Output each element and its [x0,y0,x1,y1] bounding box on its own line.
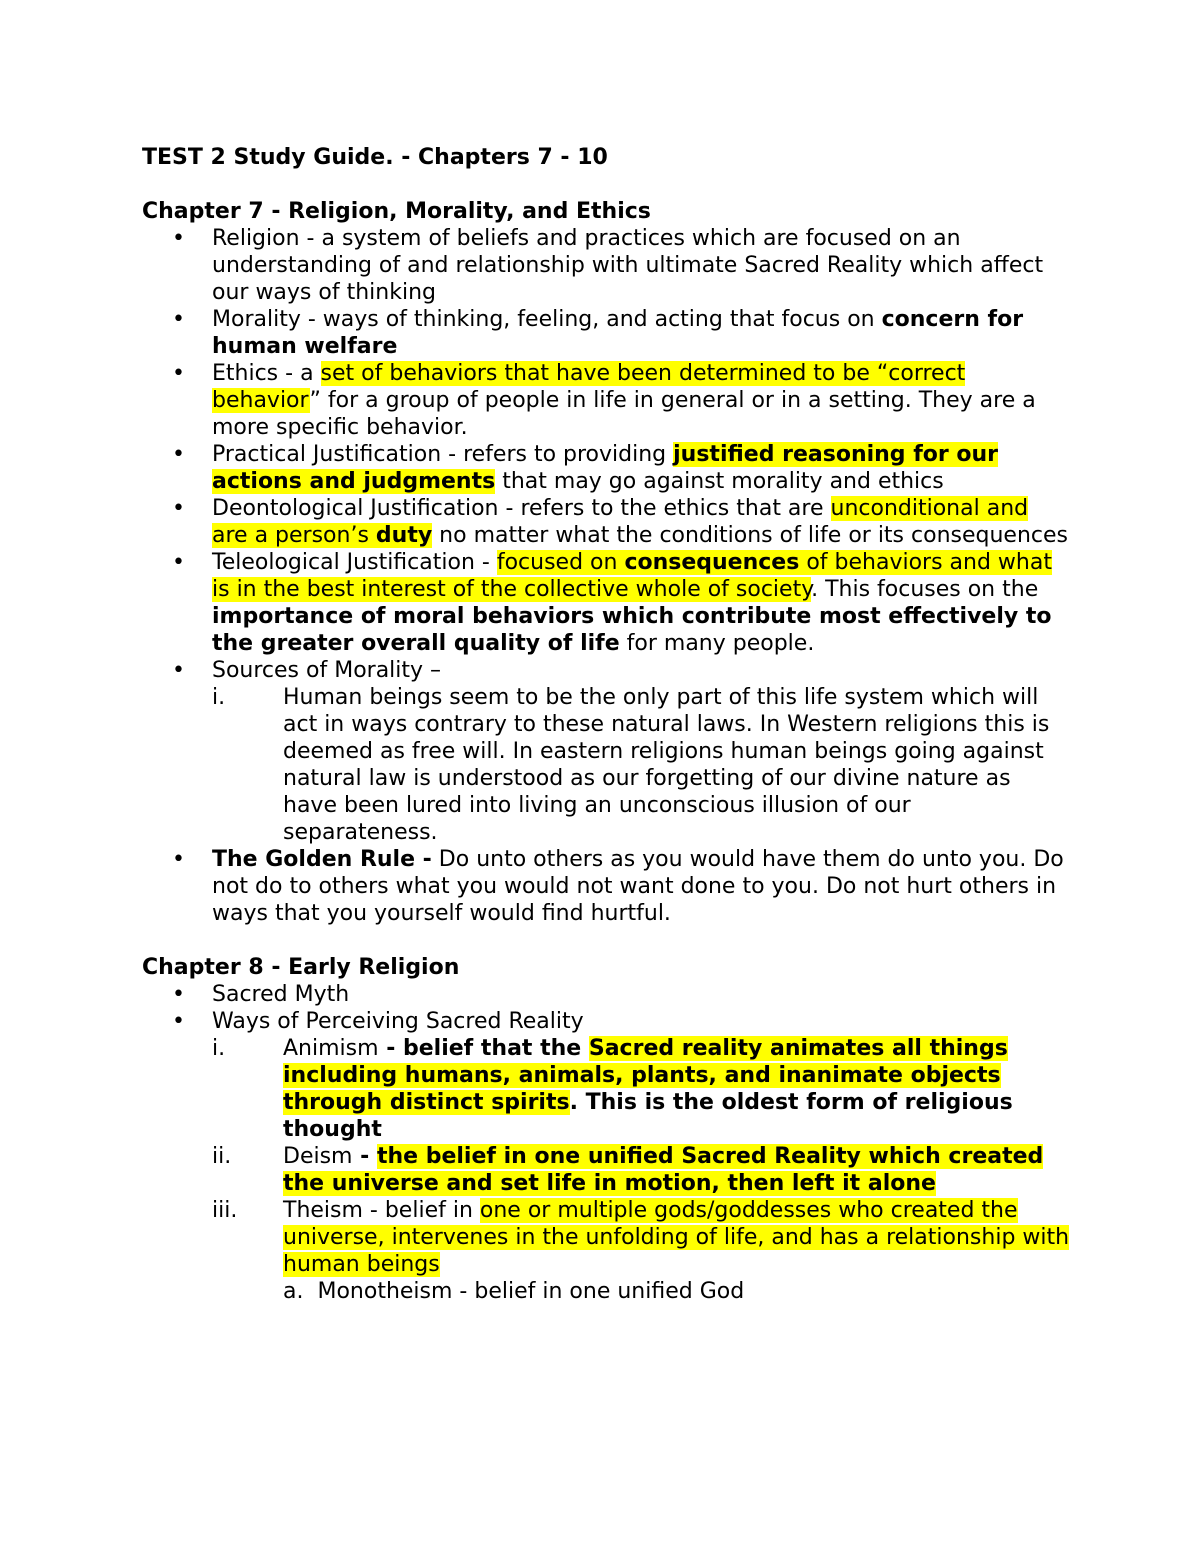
sublist-item: i. Human beings seem to be the only part of this life system which will act in ways contrary to these natural laws. In Western religions this is deemed as free will. In eastern religions human beings going against natural law is understood as our forgetting of our divine nature as have been lured into living an unconscious illusion of our separateness. [212,685,1050,845]
highlight: one or multiple gods/goddesses who created the universe, intervenes in the unfolding of life, and has a relationship with human beings [283,1198,1070,1277]
sublist-item-theism: iii. Theism - belief in one or multiple gods/goddesses who created the universe, intervenes in the unfolding of life, and has a relationship with human beings a. Monotheism - belief in one unified God [212,1198,1070,1304]
chapter-7-list [142,225,1070,927]
highlight: Sacred reality animates all things including humans, animals, plants, and inanimate objects through distinct spirits [283,1036,1008,1115]
chapter-8-heading: Chapter 8 - Early Religion [142,955,460,980]
highlight: justified reasoning for our actions and judgments [212,442,999,494]
sublist-item-deism: ii. Deism - the belief in one unified Sacred Reality which created the universe and set life in motion, then left it alone [212,1144,1044,1196]
list-item-morality: • Morality - ways of thinking, feeling, and acting that focus on concern for human welfare [142,306,1070,360]
list-item-practical-justification: • Practical Justification - refers to providing justified reasoning for our actions and judgments that may go against morality and ethics [142,441,1070,495]
list-item-ethics: • Ethics - a set of behaviors that have been determined to be “correct behavior” for a group of people in life in general or in a setting. They are a more specific behavior. [142,360,1070,441]
list-item-ways-of-perceiving: • Ways of Perceiving Sacred Reality i. Animism - belief that the Sacred reality animates all things including humans, animals, plants, and inanimate objects through distinct spirits. This is the oldest form of religious thought ii. Deism - the belief in one unified Sacred Reality which created the universe and set life in motion, then left it alone iii. Theism - belief in one or multiple gods/goddesses who created the universe, intervenes in the unfolding of life, and has a relationship with human beings a. Monotheism - belief in one unified God [142,1008,1070,1305]
list-item-golden-rule: • The Golden Rule - Do unto others as you would have them do unto you. Do not do to others what you would not want done to you. Do not hurt others in ways that you yourself would find hurtful. [142,846,1070,927]
highlight: set of behaviors that have been determined to be “correct behavior [212,361,966,413]
document-title: TEST 2 Study Guide. - Chapters 7 - 10 [142,145,608,170]
highlight: consequences [624,550,800,575]
highlight: the belief in one unified Sacred Reality which created the universe and set life in motion, then left it alone [283,1144,1044,1196]
highlight: focused on [496,550,625,575]
chapter-7-heading: Chapter 7 - Religion, Morality, and Ethics [142,199,651,224]
ways-sublist [212,1035,1070,1305]
sources-sublist [212,684,1070,846]
highlight: duty [375,523,433,548]
list-item-religion: • Religion - a system of beliefs and practices which are focused on an understanding of and relationship with ultimate Sacred Reality which affect our ways of thinking [142,225,1070,306]
list-item-teleological-justification: • Teleological Justification - focused on consequences of behaviors and what is in the best interest of the collective whole of society. This focuses on the importance of moral behaviors which contribute most effectively to the greater overall quality of life for many people. [142,549,1070,657]
list-item-deontological-justification: • Deontological Justification - refers to the ethics that are unconditional and are a person’s duty no matter what the conditions of life or its consequences [142,495,1070,549]
list-item-sacred-myth: • Sacred Myth [142,981,1070,1008]
chapter-8-list [142,981,1070,1305]
sublist-item-animism: i. Animism - belief that the Sacred reality animates all things including humans, animals, plants, and inanimate objects through distinct spirits. This is the oldest form of religious thought [212,1036,1013,1142]
highlight: unconditional and are a person’s [212,496,1029,548]
highlight: of behaviors and what is in the best interest of the collective whole of society [212,550,1052,602]
sublist-item-monotheism: a. Monotheism - belief in one unified God [283,1279,745,1304]
list-item-sources-of-morality: • Sources of Morality – i. Human beings seem to be the only part of this life system which will act in ways contrary to these natural laws. In Western religions this is deemed as free will. In eastern religions human beings going against natural law is understood as our forgetting of our divine nature as have been lured into living an unconscious illusion of our separateness. [142,657,1070,846]
